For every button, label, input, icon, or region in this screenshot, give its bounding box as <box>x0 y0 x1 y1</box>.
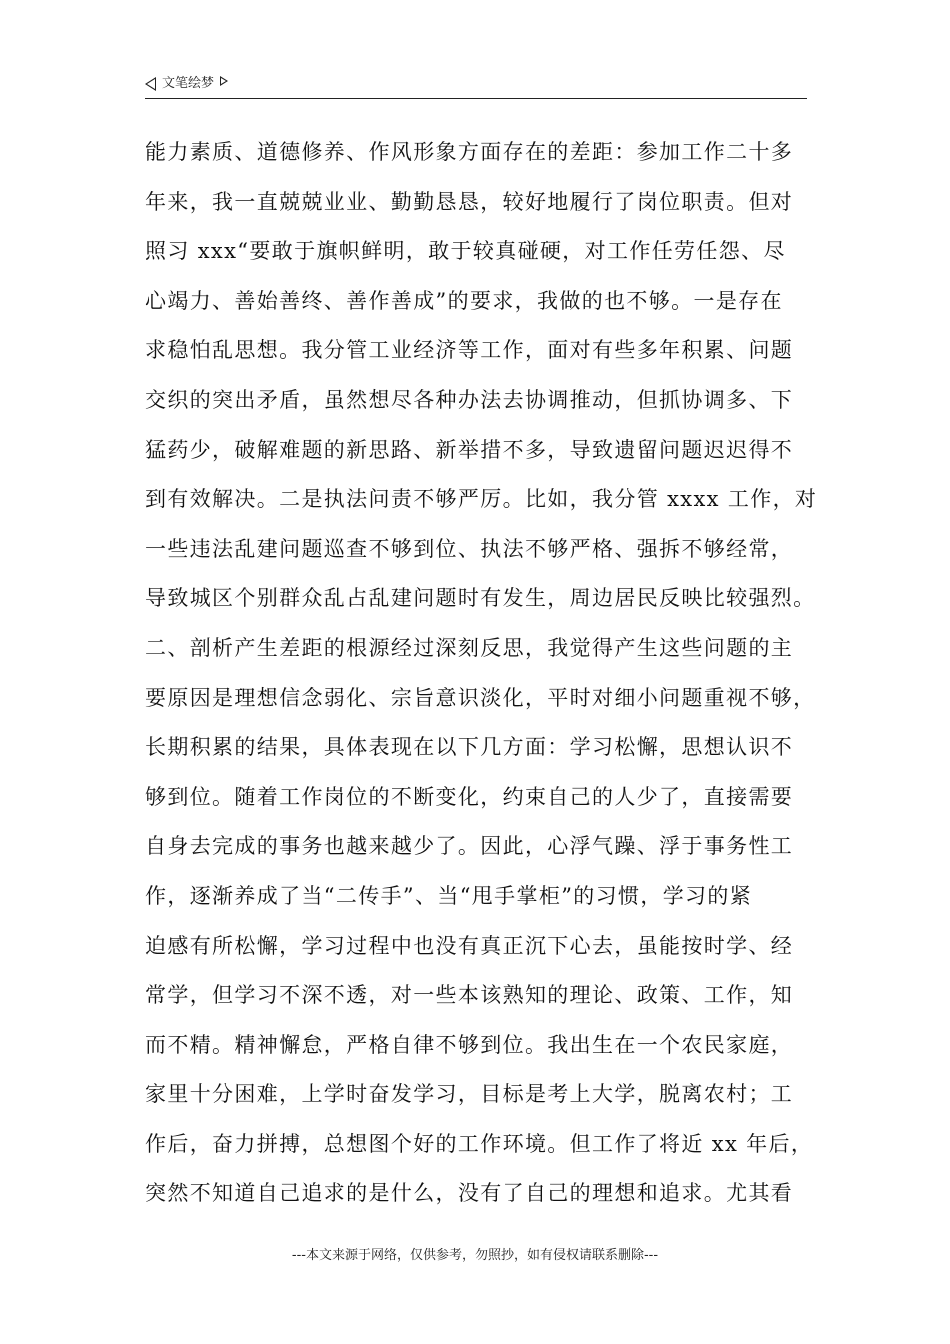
text-line: 年来，我一直兢兢业业、勤勤恳恳，较好地履行了岗位职责。但对 <box>145 189 794 214</box>
text-line: 而不精。精神懈怠，严格自律不够到位。我出生在一个农民家庭， <box>145 1032 794 1057</box>
text-line: 二、剖析产生差距的根源经过深刻反思，我觉得产生这些问题的主 <box>145 635 794 660</box>
text-line: 够到位。随着工作岗位的不断变化，约束自己的人少了，直接需要 <box>145 784 794 809</box>
text-line: 长期积累的结果，具体表现在以下几方面：学习松懈，思想认识不 <box>145 735 794 760</box>
text-line: 求稳怕乱思想。我分管工业经济等工作，面对有些多年积累、问题 <box>145 338 794 363</box>
text-line: 一些违法乱建问题巡查不够到位、执法不够严格、强拆不够经常， <box>145 536 794 561</box>
document-body <box>145 128 818 1219</box>
text-line: 照习 xxx“要敢于旗帜鲜明，敢于较真碰硬，对工作任劳任怨、尽 <box>145 239 786 264</box>
text-line: 猛药少，破解难题的新思路、新举措不多，导致遗留问题迟迟得不 <box>145 437 794 462</box>
header-brand <box>145 74 228 94</box>
triangle-right-icon <box>220 76 228 86</box>
text-line: 心竭力、善始善终、善作善成”的要求，我做的也不够。一是存在 <box>145 288 783 313</box>
text-line: 作后，奋力拼搏，总想图个好的工作环境。但工作了将近 xx 年后， <box>145 1131 814 1156</box>
text-line: 作，逐渐养成了当“二传手”、当“甩手掌柜”的习惯，学习的紧 <box>145 883 753 908</box>
triangle-left-icon <box>145 77 156 91</box>
text-line: 导致城区个别群众乱占乱建问题时有发生，周边居民反映比较强烈。 <box>145 586 816 611</box>
footer-disclaimer: ---本文来源于网络，仅供参考，勿照抄，如有侵权请联系删除--- <box>291 1248 659 1263</box>
text-line: 能力素质、道德修养、作风形象方面存在的差距：参加工作二十多 <box>145 140 794 164</box>
text-line: 家里十分困难，上学时奋发学习，目标是考上大学，脱离农村；工 <box>145 1082 794 1107</box>
page-header <box>145 74 807 99</box>
text-line: 要原因是理想信念弱化、宗旨意识淡化，平时对细小问题重视不够， <box>145 685 816 710</box>
text-line: 突然不知道自己追求的是什么，没有了自己的理想和追求。尤其看 <box>145 1181 794 1206</box>
text-line: 常学，但学习不深不透，对一些本该熟知的理论、政策、工作，知 <box>145 983 794 1008</box>
text-line: 迫感有所松懈，学习过程中也没有真正沉下心去，虽能按时学、经 <box>145 933 794 958</box>
brand-text: 文笔绘梦 <box>162 76 215 91</box>
text-line: 自身去完成的事务也越来越少了。因此，心浮气躁、浮于事务性工 <box>145 834 794 859</box>
text-line: 交织的突出矛盾，虽然想尽各种办法去协调推动，但抓协调多、下 <box>145 387 794 412</box>
text-line: 到有效解决。二是执法问责不够严厉。比如，我分管 xxxx 工作，对 <box>145 487 818 512</box>
